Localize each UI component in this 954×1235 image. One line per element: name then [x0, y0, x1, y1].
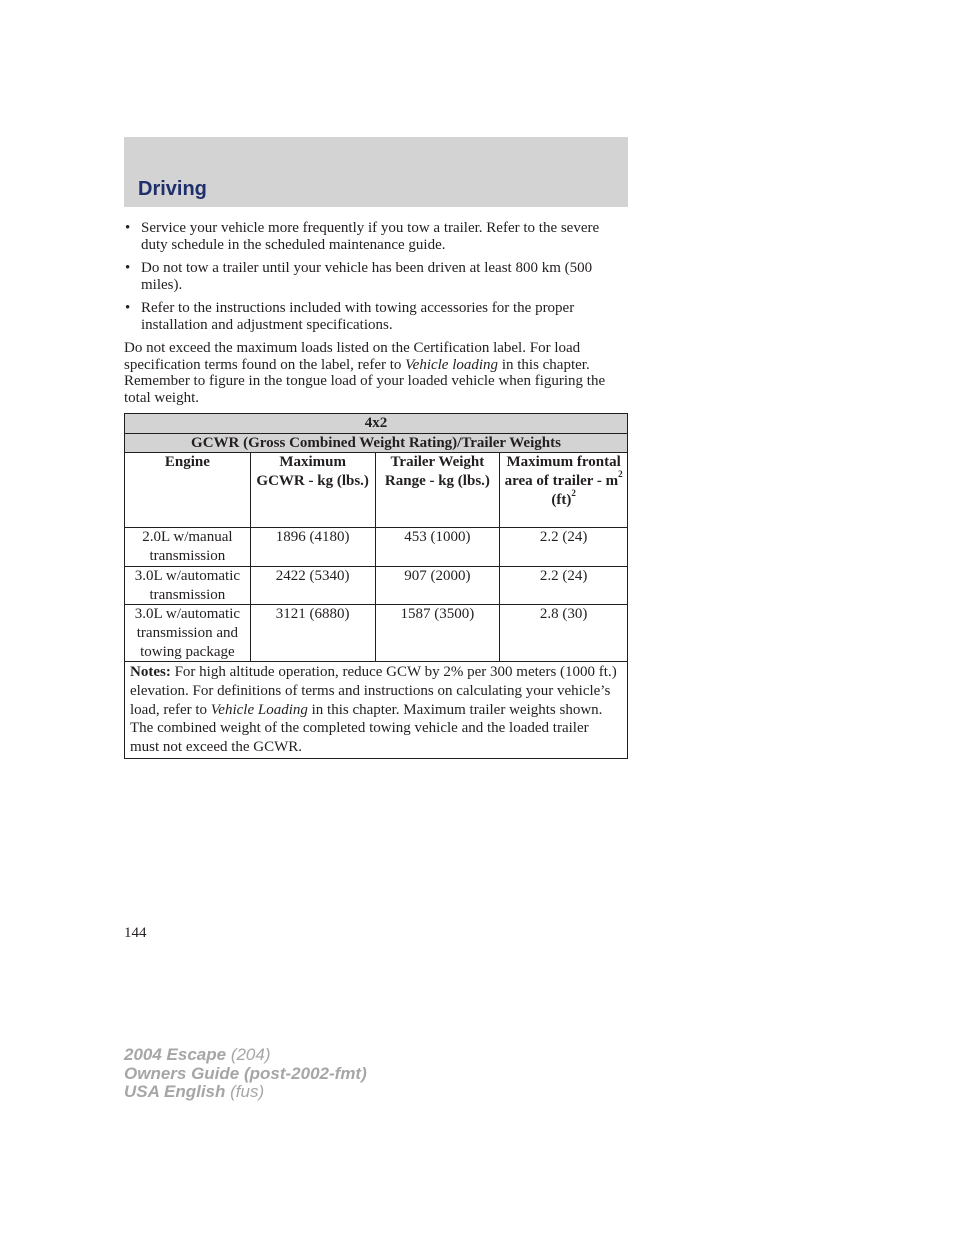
intro-text-before: Do not exceed the maximum loads listed on the Certification label. For load specification terms found on the label, refer to — [124, 340, 581, 373]
table-row — [125, 605, 628, 662]
drive-heading: 4x2 — [125, 414, 628, 434]
cell-engine: 3.0L w/automatic transmission and towing package — [125, 605, 251, 662]
bullet-icon: • — [125, 260, 131, 276]
cell-trailer-weight: 453 (1000) — [375, 528, 500, 566]
cell-engine: 2.0L w/manual transmission — [125, 528, 251, 566]
bullet-text: Do not tow a trailer until your vehicle has been driven at least 800 km (500 miles). — [141, 260, 593, 293]
footer-line-guide: Owners Guide (post-2002-fmt) — [124, 1063, 367, 1083]
bullet-icon: • — [125, 300, 131, 316]
cell-trailer-weight: 907 (2000) — [375, 566, 500, 604]
superscript-m: 2 — [618, 469, 623, 480]
section-header-band — [124, 137, 628, 207]
notes-text-after: in this chapter. Maximum trailer weights shown. The combined weight of the completed towing vehicle and the loaded trailer must not exceed the GCWR. — [130, 701, 603, 756]
cell-frontal-area: 2.2 (24) — [500, 528, 628, 566]
column-header-row — [125, 453, 628, 528]
footer-language: USA English — [124, 1082, 226, 1101]
footer-line-language — [124, 1083, 367, 1102]
intro-paragraph — [124, 340, 628, 406]
table-row — [125, 528, 628, 566]
footer-model-code: (204) — [226, 1045, 271, 1064]
notes-text-before: For high altitude operation, reduce GCW by 2% per 300 meters (1000 ft.) elevation. For definitions of terms and instructions on calculating your vehicle’s load, refer to — [130, 664, 617, 718]
cell-engine: 3.0L w/automatic transmission — [125, 566, 251, 604]
notes-row — [125, 662, 628, 759]
cell-gcwr: 1896 (4180) — [250, 528, 375, 566]
gcwr-table — [124, 413, 628, 759]
frontal-area-unit: (ft) — [551, 491, 572, 508]
vehicle-loading-reference: Vehicle Loading — [210, 701, 308, 718]
page-number: 144 — [124, 925, 147, 941]
list-item — [124, 300, 628, 333]
list-item — [124, 220, 628, 253]
cell-gcwr: 2422 (5340) — [250, 566, 375, 604]
bullet-list — [124, 220, 628, 333]
superscript-ft: 2 — [571, 487, 576, 498]
bullet-icon: • — [125, 220, 131, 236]
cell-gcwr: 3121 (6880) — [250, 605, 375, 662]
frontal-area-label: Maximum frontal area of trailer - m — [504, 454, 621, 490]
table-row — [125, 566, 628, 604]
cell-trailer-weight: 1587 (3500) — [375, 605, 500, 662]
header-trailer-weight: Trailer Weight Range - kg (lbs.) — [375, 453, 500, 528]
section-title: Driving — [138, 178, 207, 200]
cell-frontal-area: 2.2 (24) — [500, 566, 628, 604]
bullet-text: Refer to the instructions included with towing accessories for the proper installation and adjustment specifications. — [141, 300, 575, 333]
table-title: GCWR (Gross Combined Weight Rating)/Trailer Weights — [125, 433, 628, 453]
drive-row — [125, 414, 628, 434]
table-notes — [125, 662, 628, 759]
header-engine: Engine — [125, 453, 251, 528]
notes-label: Notes: — [130, 664, 171, 681]
header-gcwr: Maximum GCWR - kg (lbs.) — [250, 453, 375, 528]
footer-model: 2004 Escape — [124, 1045, 227, 1064]
vehicle-loading-reference: Vehicle loading — [405, 356, 499, 373]
bullet-text: Service your vehicle more frequently if you tow a trailer. Refer to the severe duty schedule in the scheduled maintenance guide. — [141, 220, 600, 253]
document-footer — [124, 1046, 367, 1102]
header-frontal-area — [500, 453, 628, 528]
footer-language-code: (fus) — [225, 1082, 265, 1101]
cell-frontal-area: 2.8 (30) — [500, 605, 628, 662]
list-item — [124, 260, 628, 293]
page-content — [124, 220, 628, 759]
intro-text-after: in this chapter. Remember to figure in the tongue load of your loaded vehicle when figuring the total weight. — [124, 356, 606, 406]
footer-line-model — [124, 1046, 367, 1065]
title-row — [125, 433, 628, 453]
